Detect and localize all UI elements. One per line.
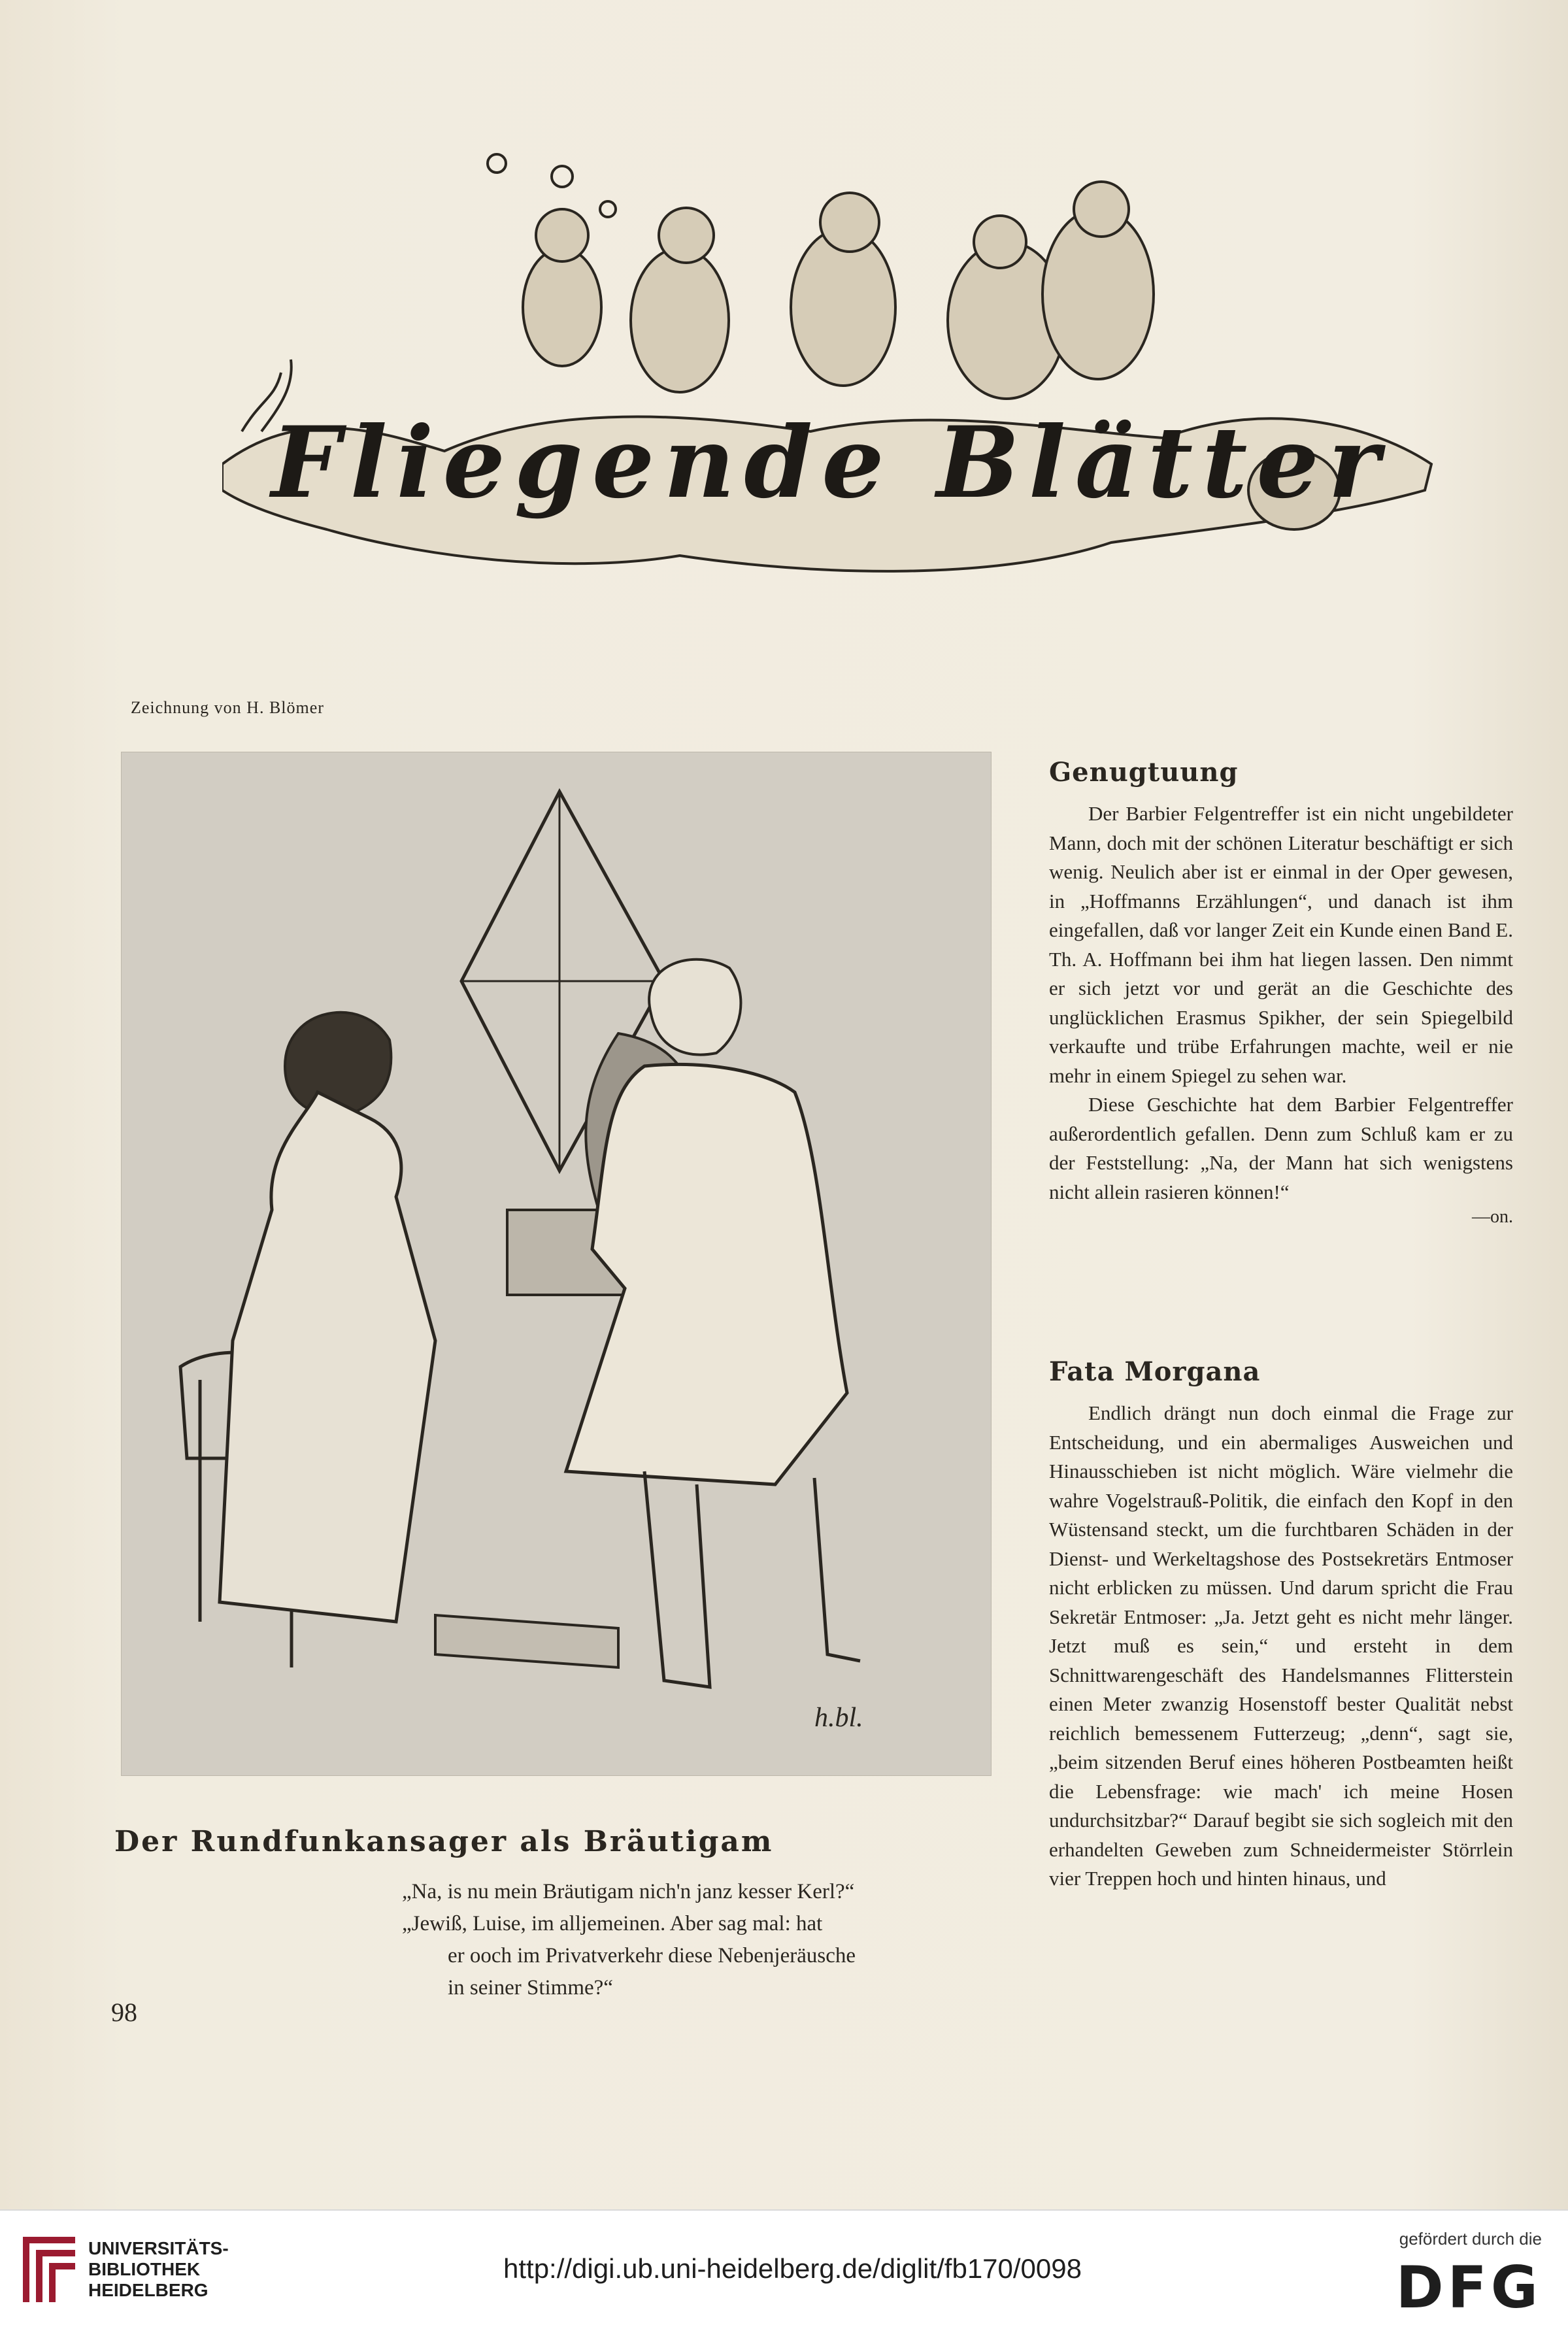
article-signature: —on.: [1472, 1207, 1513, 1227]
caption-title: Der Rundfunkansager als Bräutigam: [114, 1825, 774, 1858]
university-library-logo-icon: [16, 2230, 82, 2309]
article-paragraph: Der Barbier Felgentreffer ist ein nicht ungebildeter Mann, doch mit der schönen Literatur beschäftigt er sich wenig. Neulich aber ist er einmal in der Oper gewesen, in „Hoffmanns Erzählungen“, und danach ist ihm eingefallen, daß vor langer Zeit ein Kunde einen Band E. Th. A. Hoffmann bei ihm hat liegen lassen. Den nimmt er sich jetzt vor und gerät an die Geschichte des unglücklichen Erasmus Spikher, der sein Spiegelbild verkaufte und trübe Erfahrungen machte, weil er nie mehr in einem Spiegel zu sehen war.: [1049, 802, 1513, 1087]
masthead-title: Fliegende Blätter: [271, 405, 1389, 520]
masthead-illustration: [222, 124, 1438, 621]
viewer-footer: [0, 2209, 1568, 2327]
article-title: Fata Morgana: [1049, 1356, 1261, 1387]
article-fata-morgana: [1049, 1356, 1513, 1894]
masthead: [222, 124, 1438, 621]
article-title: Genugtuung: [1049, 757, 1239, 788]
artist-signature: h.bl.: [814, 1703, 863, 1733]
cartoon-illustration: [121, 752, 992, 1776]
page-number: 98: [111, 1998, 137, 2027]
article-genugtuung: [1049, 757, 1513, 1228]
permalink-url[interactable]: http://digi.ub.uni-heidelberg.de/diglit/fb170/0098: [503, 2253, 1082, 2284]
article-paragraph: Endlich drängt nun doch einmal die Frage zur Entscheidung, und ein abermaliges Ausweichen und Hinausschieben ist nicht möglich. Wäre vielmehr die wahre Vogelstrauß-Politik, die einfach den Kopf in den Wüstensand steckt, um die furchtbaren Schäden in der Dienst- und Werkeltagshose des Postsekretärs Entmoser nicht erblicken zu müssen. Und darum spricht die Frau Sekretär Entmoser: „Ja. Jetzt geht es nicht mehr länger. Jetzt muß es sein,“ und ersteht in dem Schnittwarengeschäft des Handelsmannes Flitterstein einen Meter zwanzig Hosenstoff bester Qualität nebst reichlich bemessenem Futterzeug; „denn“, sagt sie, „beim sitzenden Beruf eines höheren Postbeamten heißt die Lebensfrage: wie mach' ich meine Hosen undurchsitzbar?“ Darauf begibt sie sich sogleich mit den erhandelten Geweben zum Schneidermeister Störrlein vier Treppen hoch und hinten hinaus, und: [1049, 1401, 1513, 1890]
caption-line: er ooch im Privatverkehr diese Nebenjeräusche: [448, 1944, 856, 1967]
article-paragraph: Diese Geschichte hat dem Barbier Felgentreffer außerordentlich gefallen. Denn zum Schluß kam er zu der Feststellung: „Na, der Mann hat sich wenigstens nicht allein rasieren können!“: [1049, 1093, 1513, 1203]
caption-line: „Na, is nu mein Bräutigam nich'n janz kesser Kerl?“: [402, 1880, 855, 1903]
dfg-logo: DFG: [1395, 2254, 1542, 2321]
sponsor-label: gefördert durch die: [1399, 2229, 1542, 2249]
caption-line: „Jewiß, Luise, im alljemeinen. Aber sag mal: hat: [402, 1912, 823, 1935]
illustration-credit: Zeichnung von H. Blömer: [131, 698, 324, 717]
cartoon-drawing: [122, 752, 991, 1775]
caption-dialogue: [402, 1876, 977, 2004]
caption-line: in seiner Stimme?“: [448, 1976, 613, 2000]
university-library-name: UNIVERSITÄTS- BIBLIOTHEK HEIDELBERG: [88, 2238, 229, 2300]
